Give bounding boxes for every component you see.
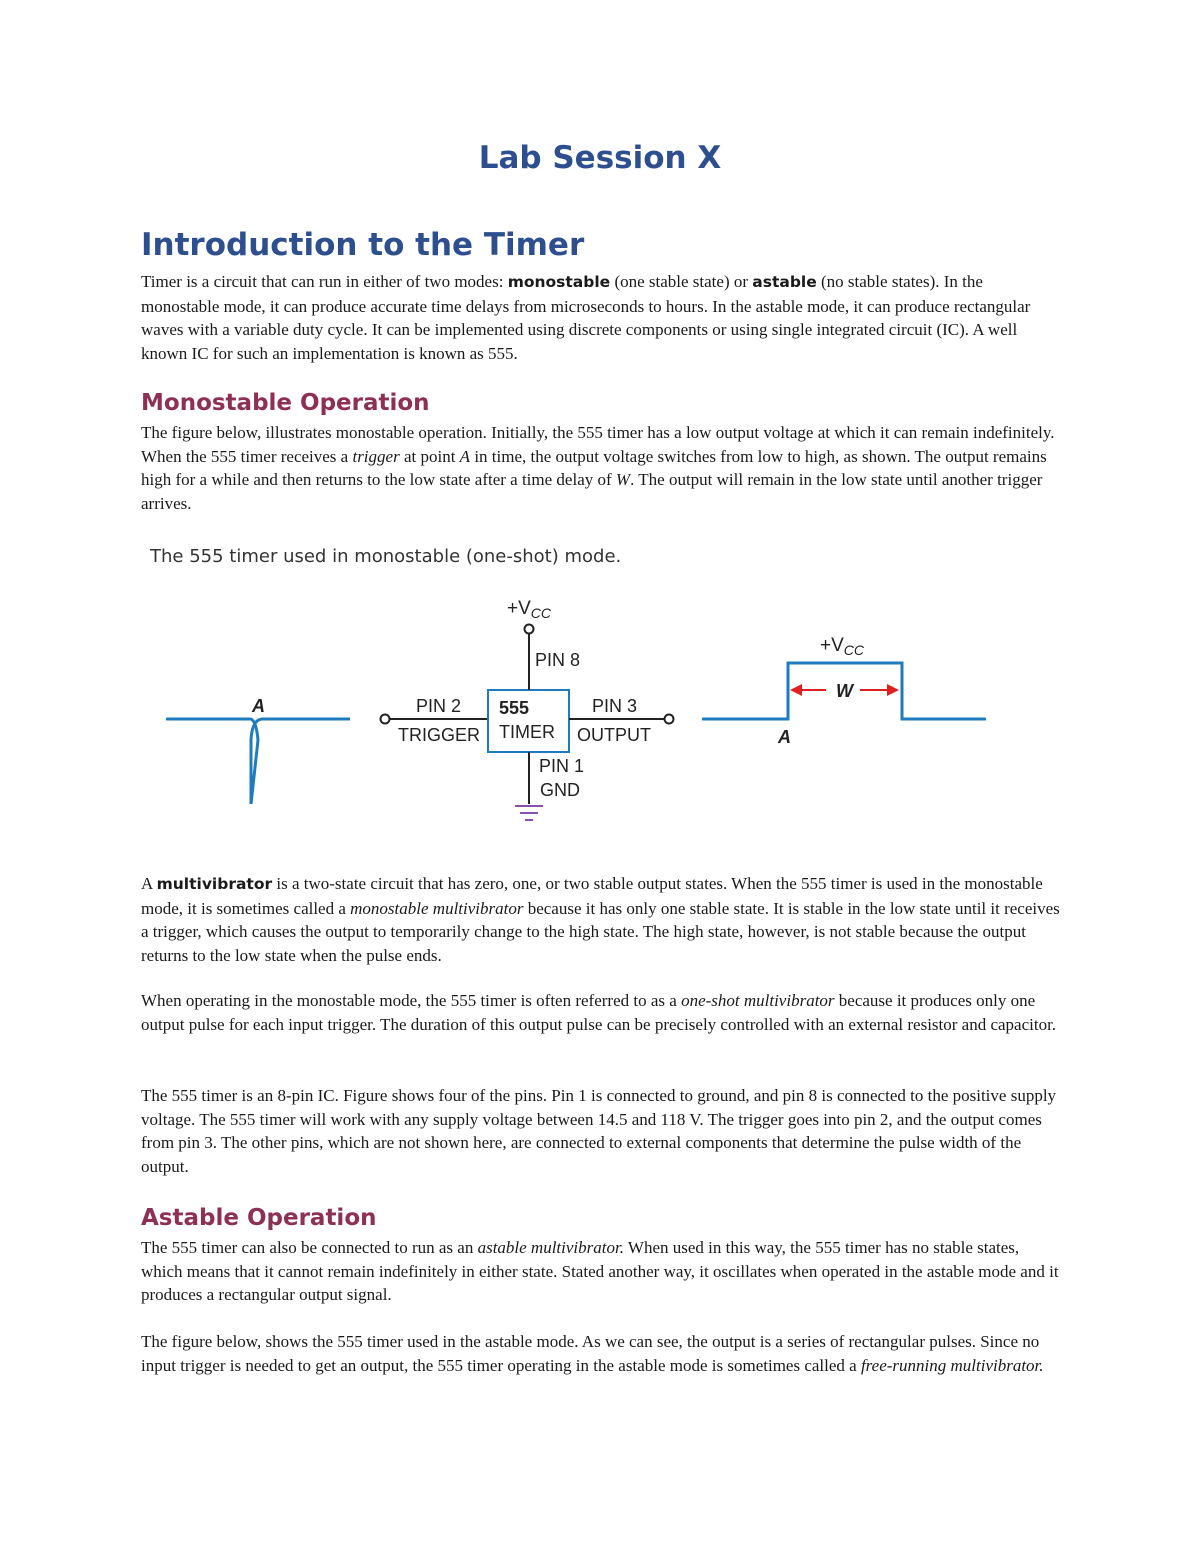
italic-term: W bbox=[615, 470, 631, 490]
text-run: A bbox=[141, 874, 157, 893]
figure-caption: The 555 timer used in monostable (one-shot) mode. bbox=[150, 546, 622, 567]
pin3-label: PIN 3 bbox=[592, 696, 638, 716]
text-run: because it has only one stable state. It is stable in the low state until it receives a trigger, which causes the output to temporarily change to the high state. The high state, however, is not stable because the output returns to the low state when the pulse ends. bbox=[141, 898, 1060, 965]
text-run: The 555 timer can also be connected to run as an bbox=[141, 1238, 478, 1257]
section-heading-astable: Astable Operation bbox=[141, 1205, 377, 1231]
output-point-label: A bbox=[778, 727, 791, 747]
astable-paragraph-2 bbox=[141, 1330, 1061, 1377]
monostable-paragraph-4: The 555 timer is an 8-pin IC. Figure shows four of the pins. Pin 1 is connected to ground, and pin 8 is connected to the positive supply voltage. The 555 timer will work with any supply voltage between 14.5 and 118 V. The trigger goes into pin 2, and the output comes from pin 3. The other pins, which are not shown here, are connected to external components that determine the pulse width of the output. bbox=[141, 1086, 1057, 1176]
chip-label-555: 555 bbox=[499, 698, 530, 718]
text-run: The figure below, illustrates monostable operation. Initially, the 555 timer has a low output voltage at which it can remain indefinitely. When the 555 timer receives a bbox=[141, 423, 1055, 466]
pin1-label: PIN 1 bbox=[539, 756, 585, 776]
bold-term: astable bbox=[752, 273, 817, 291]
intro-paragraph bbox=[141, 270, 1061, 365]
pin8-label: PIN 8 bbox=[535, 650, 581, 670]
input-terminal bbox=[381, 715, 390, 724]
vcc-label: $+V_{CC}$ bbox=[507, 598, 552, 621]
text-run: in time, the output voltage switches from low to high, as shown. The output remains high for a while and then returns to the low state after a time delay of bbox=[141, 446, 1047, 490]
output-label: OUTPUT bbox=[577, 725, 651, 745]
italic-term: A bbox=[459, 446, 471, 466]
text-run: . The output will remain in the low state until another trigger arrives. bbox=[141, 470, 1043, 513]
text-run: because it produces only one output pulse for each input trigger. The duration of this output pulse can be precisely controlled with an external resistor and capacitor. bbox=[141, 991, 1057, 1034]
monostable-paragraph-1 bbox=[141, 421, 1061, 515]
output-terminal bbox=[665, 715, 674, 724]
text-run: at point bbox=[399, 446, 460, 466]
italic-term: one-shot multivibrator bbox=[681, 991, 835, 1010]
text-run: (one stable state) or bbox=[610, 272, 753, 291]
text-run: is a two-state circuit that has zero, one, or two stable output states. When the 555 timer is used in the monostable mode, it is sometimes called a bbox=[141, 874, 1043, 918]
vcc-terminal bbox=[525, 625, 534, 634]
text-run: When used in this way, the 555 timer has no stable states, which means that it cannot remain indefinitely in either state. Stated another way, it oscillates when operated in the astable mode and it produces a rectangular output signal. bbox=[141, 1238, 1059, 1305]
text-run: Timer is a circuit that can run in either of two modes: bbox=[141, 272, 508, 291]
monostable-paragraph-2 bbox=[141, 872, 1061, 967]
monostable-paragraph-3 bbox=[141, 989, 1061, 1036]
document-title: Lab Session X bbox=[478, 140, 722, 176]
section-heading-monostable: Monostable Operation bbox=[141, 390, 430, 416]
italic-term: monostable multivibrator bbox=[350, 898, 524, 918]
trigger-point-label: A bbox=[252, 696, 265, 716]
italic-term: astable multivibrator. bbox=[477, 1238, 624, 1257]
pin2-label: PIN 2 bbox=[416, 696, 462, 716]
output-vcc-label: $+V_{CC}$ bbox=[820, 635, 865, 658]
text-run: (no stable states). In the monostable mode, it can produce accurate time delays from microseconds to hours. In the astable mode, it can produce rectangular waves with a variable duty cycle. It can be implemented using discrete components or using single integrated circuit (IC). A well known IC for such an implementation is known as 555. bbox=[141, 272, 1031, 363]
astable-paragraph-1 bbox=[141, 1236, 1061, 1307]
pulse-width-label: W bbox=[836, 681, 853, 701]
trigger-waveform bbox=[166, 719, 350, 804]
bold-term: monostable bbox=[507, 273, 611, 291]
italic-term: trigger bbox=[352, 446, 400, 466]
monostable-circuit-figure bbox=[0, 580, 1200, 840]
trigger-label: TRIGGER bbox=[398, 725, 481, 745]
chip-label-timer: TIMER bbox=[499, 722, 555, 742]
ground-icon bbox=[515, 806, 543, 820]
text-run: When operating in the monostable mode, the 555 timer is often referred to as a bbox=[141, 991, 682, 1010]
section-heading-intro: Introduction to the Timer bbox=[141, 227, 585, 263]
text-run: The figure below, shows the 555 timer used in the astable mode. As we can see, the output is a series of rectangular pulses. Since no input trigger is needed to get an output, the 555 timer operating in the astable mode is sometimes called a bbox=[141, 1332, 1040, 1375]
gnd-label: GND bbox=[540, 780, 580, 800]
italic-term: free-running multivibrator. bbox=[860, 1355, 1044, 1375]
bold-term: multivibrator bbox=[156, 875, 273, 893]
